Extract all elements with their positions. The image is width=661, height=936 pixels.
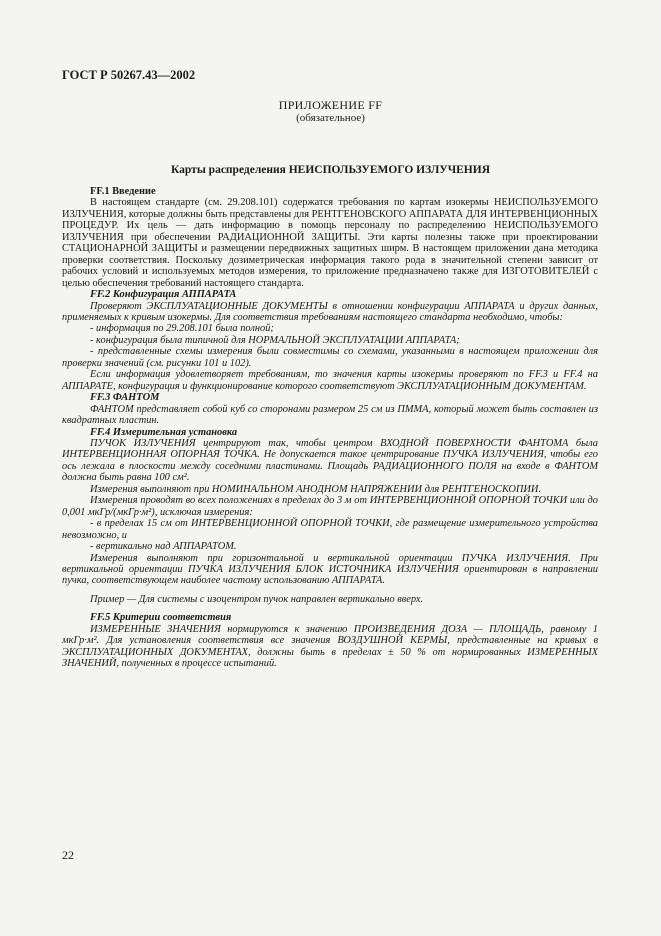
section-ff2-list-item: - информация по 29.208.101 была полной; — [90, 323, 274, 335]
section-ff4-paragraph-4: Измерения выполняют при горизонтальной и вертикальной ориентации ПУЧКА ИЗЛУЧЕНИЯ. При вертикальной ориентации ПУЧКА ИЗЛУЧЕНИЯ БЛОК ИСТОЧНИКА ИЗЛУЧЕНИЯ ориентирован в направлении пучка, соответствующем наиболее частому использованию АППАРАТА. — [62, 552, 598, 587]
section-ff4-paragraph: ПУЧОК ИЗЛУЧЕНИЯ центрируют так, чтобы центром ВХОДНОЙ ПОВЕРХНОСТИ ФАНТОМА была ИНТЕРВЕНЦИОННАЯ ОПОРНАЯ ТОЧКА. Не допускается такое центрирование ПУЧКА ИЗЛУЧЕНИЯ, чтобы его ось лежала в плоскости между соседними пластинами. Площадь РАДИАЦИОННОГО ПОЛЯ на входе в ФАНТОМ должна быть равна 100 см². — [62, 437, 598, 484]
section-ff4-list-item: - в пределах 15 см от ИНТЕРВЕНЦИОННОЙ ОПОРНОЙ ТОЧКИ, где размещение измерительного устройства невозможно, и — [62, 518, 598, 541]
page-number: 22 — [62, 848, 74, 862]
standard-header: ГОСТ Р 50267.43—2002 — [62, 68, 196, 82]
section-ff2-paragraph: Проверяют ЭКСПЛУАТАЦИОННЫЕ ДОКУМЕНТЫ в отношении конфигурации АППАРАТА и других данных, применяемых к кривым изокермы. Для соответствия требованиям настоящего стандарта необходимо, чтобы: — [62, 300, 598, 323]
section-ff2-paragraph-2: Если информация удовлетворяет требованиям, то значения карты изокермы проверяют по FF.3 и FF.4 на АППАРАТЕ, конфигурация и функционирование которого соответствуют ЭКСПЛУАТАЦИОННЫМ ДОКУМЕНТАМ. — [62, 369, 598, 392]
section-ff4-title: FF.4 Измерительная установка — [90, 426, 238, 438]
section-ff4-paragraph-3: Измерения проводят во всех положениях в пределах до 3 м от ИНТЕРВЕНЦИОННОЙ ОПОРНОЙ ТОЧКИ или до 0,001 мкГр/(мкГр·м²), исключая измерения: — [62, 495, 598, 518]
section-ff2-list-item: - представленные схемы измерения были совместимы со схемами, указанными в настоящем приложении для проверки значений (см. рисунки 101 и 102). — [62, 346, 598, 369]
section-ff5-title: FF.5 Критерии соответствия — [90, 612, 232, 624]
section-ff1-title: FF.1 Введение — [90, 186, 156, 197]
section-ff1-paragraph: В настоящем стандарте (см. 29.208.101) содержатся требования по картам изокермы НЕИСПОЛЬЗУЕМОГО ИЗЛУЧЕНИЯ, которые должны быть представлены для РЕНТГЕНОВСКОГО АППАРАТА ДЛЯ ИНТЕРВЕНЦИОННЫХ ПРОЦЕДУР. Их цель — дать информацию в помощь персоналу по распределению НЕИСПОЛЬЗУЕМОГО ИЗЛУЧЕНИЯ при обеспечении РАДИАЦИОННОЙ ЗАЩИТЫ. Эти карты полезны также при проектировании СТАЦИОНАРНОЙ ЗАЩИТЫ и размещении передвижных защитных ширм. В настоящем приложении дана методика проверки соответствия. Поскольку дозиметрическая информация такого рода в значительной степени зависит от рабочих условий и используемых методов измерения, то приложение предназначено также для ИЗГОТОВИТЕЛЕЙ с целью обеспечения требований настоящего стандарта. — [62, 197, 598, 289]
document-body — [62, 186, 598, 670]
section-ff3-title: FF.3 ФАНТОМ — [90, 392, 160, 404]
section-ff2-list-item: - конфигурация была типичной для НОРМАЛЬНОЙ ЭКСПЛУАТАЦИИ АППАРАТА; — [90, 334, 460, 346]
section-ff2-title: FF.2 Конфигурация АППАРАТА — [90, 289, 237, 301]
main-title: Карты распределения НЕИСПОЛЬЗУЕМОГО ИЗЛУЧЕНИЯ — [170, 164, 491, 176]
appendix-subtitle: (обязательное) — [296, 112, 365, 124]
section-ff4-note: Пример — Для системы с изоцентром пучок направлен вертикально вверх. — [90, 593, 424, 605]
section-ff4-list-item: - вертикально над АППАРАТОМ. — [90, 541, 237, 553]
section-ff5-paragraph: ИЗМЕРЕННЫЕ ЗНАЧЕНИЯ нормируются к значению ПРОИЗВЕДЕНИЯ ДОЗА — ПЛОЩАДЬ, равному 1 мкГр·м². Для установления соответствия все значения ВОЗДУШНОЙ КЕРМЫ, представленные на кривых в ЭКСПЛУАТАЦИОННЫХ ДОКУМЕНТАХ, должны быть в пределах ± 50 % от нормированных ИЗМЕРЕННЫХ ЗНАЧЕНИЙ, полученных в процессе испытаний. — [62, 623, 598, 670]
appendix-title: ПРИЛОЖЕНИЕ FF — [278, 98, 383, 112]
section-ff4-paragraph-2: Измерения выполняют при НОМИНАЛЬНОМ АНОДНОМ НАПРЯЖЕНИИ для РЕНТГЕНОСКОПИИ. — [90, 483, 541, 495]
section-ff3-paragraph: ФАНТОМ представляет собой куб со сторонами размером 25 см из ПММА, который может быть составлен из квадратных пластин. — [62, 403, 598, 427]
